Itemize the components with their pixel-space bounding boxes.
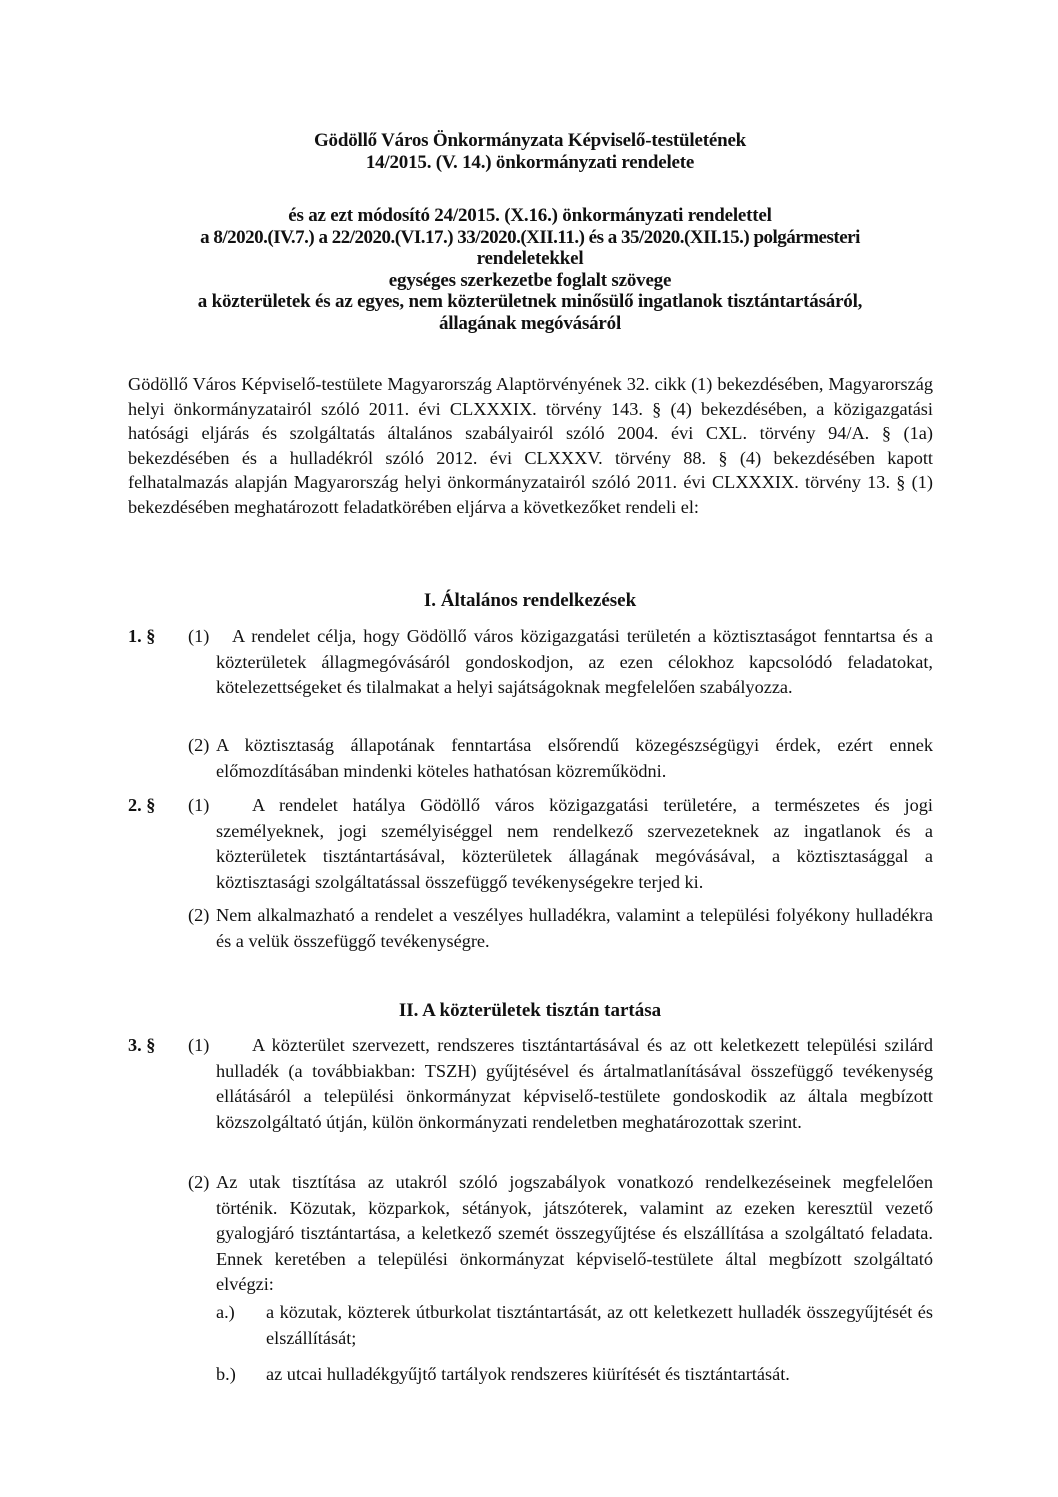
subparagraph	[188, 733, 933, 784]
paragraph-3	[128, 1033, 933, 1135]
paragraph-text: Az utak tisztítása az utakról szóló jogszabályok vonatkozó rendelkezéseinek megfelelően történik. Közutak, közparkok, sétányok, játszóterek, valamint az ezeken keresztül vezető gyalogjáró tisztántartása, a keletkező szemét összegyűjtése és elszállítása a szolgáltató feladata. Ennek keretében a települési önkormányzat képviselő-testülete által megbízott szolgáltató elvégzi:	[216, 1172, 933, 1294]
paragraph-text: A közterület szervezett, rendszeres tisztántartásával és az ott keletkezett települési szilárd hulladék (a továbbiakban: TSZH) gyűjtésével és ártalmatlanításával összefüggő tevékenység ellátásáról a települési önkormányzat képviselő-testülete gondoskodik az általa megbízott közszolgáltató útján, külön önkormányzati rendeletben meghatározottak szerint.	[216, 1035, 933, 1132]
list-item-label: a.)	[216, 1302, 235, 1322]
subparagraph	[188, 1170, 933, 1298]
subtitle-line: a közterületek és az egyes, nem közterületnek minősülő ingatlanok tisztántartásáról,	[197, 291, 863, 312]
subparagraph-label: (2)	[188, 1172, 210, 1192]
subparagraph-label: (2)	[188, 905, 210, 925]
document-title	[120, 130, 940, 174]
list-item-text: az utcai hulladékgyűjtő tartályok rendszeres kiürítését és tisztántartását.	[266, 1364, 790, 1384]
paragraph-1	[128, 624, 933, 701]
paragraph-number: 2. §	[128, 795, 156, 815]
paragraph-number: 3. §	[128, 1035, 156, 1055]
list-item-label: b.)	[216, 1364, 236, 1384]
paragraph-number: 1. §	[128, 626, 156, 646]
subparagraph	[188, 903, 933, 954]
preamble: Gödöllő Város Képviselő-testülete Magyarország Alaptörvényének 32. cikk (1) bekezdésében, Magyarország helyi önkormányzatairól szóló 2011. évi CLXXXIX. törvény 143. § (4) bekezdésében, a közigazgatási hatósági eljárás és szolgáltatás általános szabályairól szóló 2004. évi CXL. törvény 94/A. § (1a) bekezdésében és a hulladékról szóló 2012. évi CLXXXV. törvény 88. § (4) bekezdésében kapott felhatalmazás alapján Magyarország helyi önkormányzatairól szóló 2011. évi CLXXXIX. törvény 13. § (1) bekezdésében meghatározott feladatkörében eljárva a következőket rendeli el:	[128, 374, 933, 517]
section-title: I. Általános rendelkezések	[423, 590, 637, 611]
subtitle-line: egységes szerkezetbe foglalt szövege	[388, 269, 672, 291]
subtitle-line: a 8/2020.(IV.7.) a 22/2020.(VI.17.) 33/2020.(XII.11.) és a 35/2020.(XII.15.) polgármesteri	[200, 226, 860, 248]
list-item-text: a közutak, közterek útburkolat tisztántartását, az ott keletkezett hulladék összegyűjtését és elszállítását;	[266, 1302, 933, 1348]
paragraph-text: A köztisztaság állapotának fenntartása elsőrendű közegészségügyi érdek, ezért ennek előmozdításában mindenki köteles hathatósan közreműködni.	[216, 735, 933, 781]
subtitle-line: állagának megóvásáról	[438, 312, 622, 334]
title-line-2: 14/2015. (V. 14.) önkormányzati rendelete	[365, 152, 695, 173]
paragraph-2	[128, 793, 933, 895]
paragraph-text: Nem alkalmazható a rendelet a veszélyes hulladékra, valamint a települési folyékony hulladékra és a velük összefüggő tevékenységre.	[216, 905, 933, 951]
subparagraph-label: (1)	[188, 1035, 210, 1055]
paragraph-text: A rendelet hatálya Gödöllő város közigazgatási területére, a természetes és jogi személyeknek, jogi személyiséggel nem rendelkező szervezeteknek az ingatlanok és a közterületek tisztántartásával, közterületek állagának megóvásával, a köztisztasággal a köztisztasági szolgáltatással összefüggő tevékenységekre terjed ki.	[216, 795, 933, 892]
subparagraph-label: (1)	[188, 795, 210, 815]
list-item	[216, 1362, 933, 1388]
document-subtitle	[120, 205, 940, 334]
subtitle-line: és az ezt módosító 24/2015. (X.16.) önkormányzati rendelettel	[288, 205, 772, 226]
title-line-1: Gödöllő Város Önkormányzata Képviselő-testületének	[313, 130, 747, 151]
paragraph-text: A rendelet célja, hogy Gödöllő város közigazgatási területén a köztisztaságot fenntartsa és a közterületek állagmegóvásáról gondoskodjon, az ezen célokhoz kapcsolódó feladatokat, kötelezettségeket és tilalmakat a helyi sajátságoknak megfelelően szabályozza.	[216, 626, 933, 697]
subtitle-line: rendeletekkel	[476, 248, 584, 269]
list-item	[216, 1300, 933, 1351]
subparagraph-label: (2)	[188, 735, 210, 755]
subparagraph-label: (1)	[188, 626, 210, 646]
section-title: II. A közterületek tisztán tartása	[398, 1000, 662, 1021]
